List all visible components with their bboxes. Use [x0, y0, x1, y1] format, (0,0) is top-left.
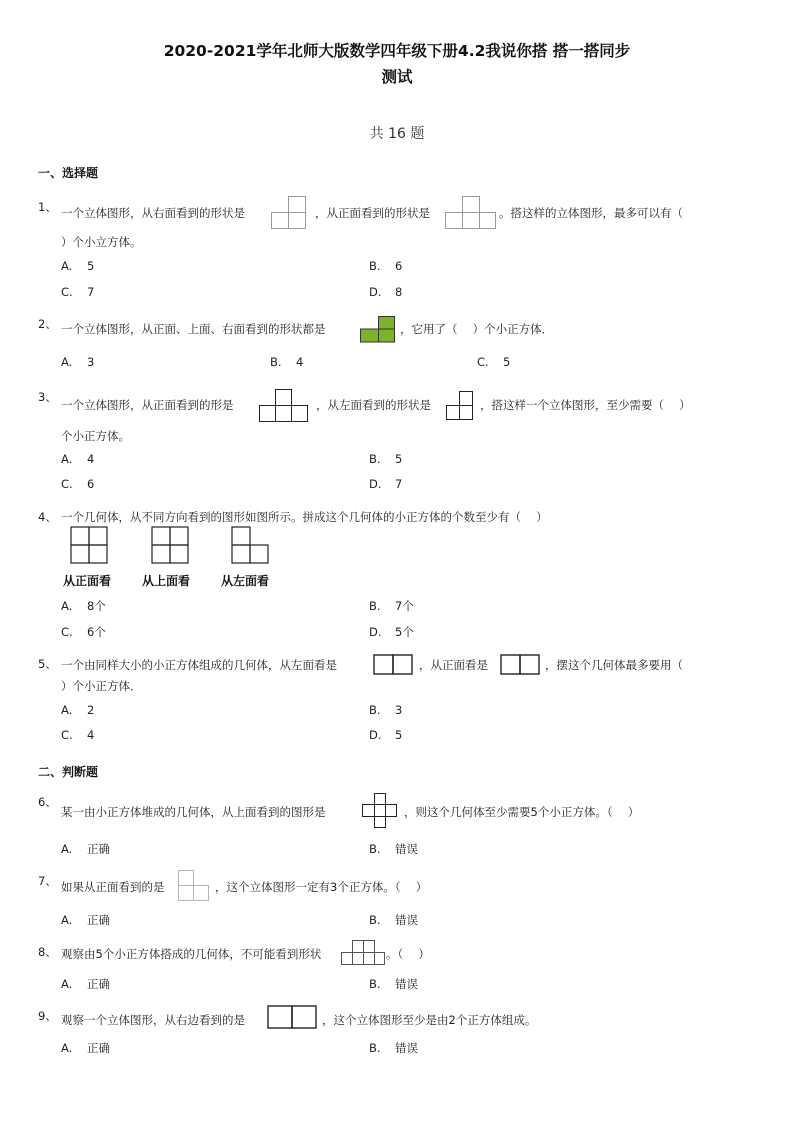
- option-letter: C.: [61, 285, 73, 299]
- q4-caption-left: 从左面看: [221, 574, 270, 588]
- q8-text-a: 观察由5个小正方体搭成的几何体，不可能看到形状: [61, 947, 322, 961]
- section-judge: 二、判断题: [38, 765, 99, 779]
- option-letter: A.: [61, 703, 73, 717]
- q9-figure-right: [267, 1005, 317, 1029]
- option-value: 7: [395, 477, 403, 491]
- q9-number: 9、: [38, 1009, 57, 1023]
- q4-caption-top: 从上面看: [142, 574, 191, 588]
- option-value: 4: [296, 355, 304, 369]
- q4-option-a[interactable]: [61, 598, 106, 614]
- q6-option-a[interactable]: [61, 841, 110, 857]
- q9-text-b: ，这个立体图形至少是由2个正方体组成。: [322, 1013, 537, 1027]
- q3-figure-left: [446, 391, 474, 421]
- q6-text-b: ，则这个几何体至少需要5个小正方体。（ ）: [404, 805, 640, 819]
- q5-option-c[interactable]: [61, 728, 94, 742]
- option-value: 7: [87, 285, 95, 299]
- q8-text-b: 。（ ）: [386, 947, 430, 961]
- q4-figure-top: [151, 526, 189, 564]
- q4-option-b[interactable]: [369, 598, 414, 614]
- q3-text-a: 一个立体图形，从正面看到的形是: [61, 398, 234, 412]
- q5-number: 5、: [38, 657, 57, 671]
- option-value: 4: [87, 452, 95, 466]
- q6-figure-top: [362, 793, 398, 829]
- q3-option-a[interactable]: [61, 452, 94, 466]
- q4-option-c[interactable]: [61, 624, 106, 640]
- option-letter: A.: [61, 259, 73, 273]
- q2-option-c[interactable]: [477, 355, 510, 369]
- option-value: 5: [395, 728, 403, 742]
- q8-option-a[interactable]: [61, 976, 110, 992]
- q1-text-c: 。搭这样的立体图形，最多可以有（: [499, 206, 683, 220]
- q3-option-c[interactable]: [61, 477, 94, 491]
- option-letter: A.: [61, 842, 73, 856]
- option-value: 错误: [395, 842, 418, 856]
- option-letter: D.: [369, 625, 382, 639]
- q1-text-b: ，从正面看到的形状是: [315, 206, 430, 220]
- option-letter: D.: [369, 285, 382, 299]
- option-value: 7个: [395, 599, 414, 613]
- option-value: 5个: [395, 625, 414, 639]
- q7-figure-front: [178, 870, 210, 902]
- q6-text-a: 某一由小正方体堆成的几何体，从上面看到的图形是: [61, 805, 326, 819]
- q1-number: 1、: [38, 200, 57, 214]
- q3-number: 3、: [38, 390, 57, 404]
- q2-text-b: ，它用了（ ）个小正方体．: [400, 322, 554, 336]
- q7-text-a: 如果从正面看到的是: [61, 880, 165, 894]
- q1-figure-front: [445, 196, 497, 230]
- q6-number: 6、: [38, 795, 57, 809]
- q5-text-b: ，从正面看是: [419, 658, 488, 672]
- q5-text-c: ，摆这个几何体最多要用（: [545, 658, 683, 672]
- q9-text-a: 观察一个立体图形，从右边看到的是: [61, 1013, 245, 1027]
- q2-option-b[interactable]: [270, 355, 303, 369]
- option-letter: C.: [477, 355, 489, 369]
- q1-text-a: 一个立体图形，从右面看到的形状是: [61, 206, 245, 220]
- q4-option-d[interactable]: [369, 624, 414, 640]
- q3-text-c: ，搭这样一个立体图形，至少需要（ ）: [480, 398, 691, 412]
- option-letter: D.: [369, 728, 382, 742]
- q5-text-a: 一个由同样大小的小正方体组成的几何体，从左面看是: [61, 658, 337, 672]
- q7-option-a[interactable]: [61, 912, 110, 928]
- q1-figure-right: [271, 196, 307, 230]
- q2-figure-green: [360, 316, 396, 343]
- option-value: 5: [87, 259, 95, 273]
- q5-figure-left: [373, 654, 413, 676]
- section-choice: 一、选择题: [38, 166, 99, 180]
- option-letter: C.: [61, 625, 73, 639]
- q6-option-b[interactable]: [369, 841, 418, 857]
- option-value: 4: [87, 728, 95, 742]
- option-value: 6: [395, 259, 403, 273]
- option-letter: B.: [369, 452, 381, 466]
- q5-figure-front: [500, 654, 540, 676]
- option-letter: B.: [369, 703, 381, 717]
- option-value: 8个: [87, 599, 106, 613]
- q5-option-d[interactable]: [369, 728, 402, 742]
- option-letter: B.: [369, 259, 381, 273]
- option-value: 3: [87, 355, 95, 369]
- option-letter: A.: [61, 1041, 73, 1055]
- option-letter: B.: [369, 977, 381, 991]
- q4-caption-front: 从正面看: [63, 574, 112, 588]
- option-value: 错误: [395, 977, 418, 991]
- q3-text-b: ，从左面看到的形状是: [316, 398, 431, 412]
- option-letter: B.: [369, 599, 381, 613]
- q8-option-b[interactable]: [369, 976, 418, 992]
- q1-option-c[interactable]: [61, 285, 94, 299]
- option-letter: A.: [61, 355, 73, 369]
- option-value: 正确: [87, 1041, 110, 1055]
- option-value: 5: [503, 355, 511, 369]
- option-value: 3: [395, 703, 403, 717]
- option-letter: A.: [61, 913, 73, 927]
- q2-number: 2、: [38, 317, 57, 331]
- option-value: 错误: [395, 1041, 418, 1055]
- option-value: 6个: [87, 625, 106, 639]
- option-value: 6: [87, 477, 95, 491]
- q3-figure-front: [259, 389, 309, 423]
- option-value: 正确: [87, 977, 110, 991]
- doc-title-line1: 2020-2021学年北师大版数学四年级下册4.2我说你搭 搭一搭同步: [163, 42, 631, 60]
- q5-option-a[interactable]: [61, 703, 94, 717]
- doc-title-line2: 测试: [381, 68, 413, 86]
- q1-option-b[interactable]: [369, 259, 402, 273]
- option-value: 2: [87, 703, 95, 717]
- q1-text-line2: ）个小立方体。: [61, 235, 142, 249]
- q4-text-a: 一个几何体，从不同方向看到的图形如图所示。拼成这个几何体的小正方体的个数至少有（ ）: [61, 510, 548, 524]
- q8-number: 8、: [38, 945, 57, 959]
- q8-figure-shape: [340, 940, 386, 966]
- q5-text-line2: ）个小正方体．: [61, 679, 142, 693]
- option-value: 8: [395, 285, 403, 299]
- option-letter: A.: [61, 452, 73, 466]
- q3-text-line2: 个小正方体。: [61, 429, 130, 443]
- option-letter: A.: [61, 599, 73, 613]
- option-letter: A.: [61, 977, 73, 991]
- q2-option-a[interactable]: [61, 355, 94, 369]
- q2-text-a: 一个立体图形，从正面、上面、右面看到的形状都是: [61, 322, 326, 336]
- q9-option-a[interactable]: [61, 1040, 110, 1056]
- option-value: 错误: [395, 913, 418, 927]
- option-letter: B.: [369, 1041, 381, 1055]
- q7-text-b: ，这个立体图形一定有3个正方体。（ ）: [215, 880, 428, 894]
- option-letter: B.: [369, 913, 381, 927]
- q4-figure-left: [231, 526, 269, 564]
- q3-option-b[interactable]: [369, 452, 402, 466]
- option-value: 正确: [87, 842, 110, 856]
- q3-option-d[interactable]: [369, 477, 402, 491]
- question-count: 共 16 题: [369, 126, 425, 142]
- q7-number: 7、: [38, 874, 57, 888]
- q1-option-d[interactable]: [369, 285, 402, 299]
- option-value: 正确: [87, 913, 110, 927]
- q9-option-b[interactable]: [369, 1040, 418, 1056]
- q7-option-b[interactable]: [369, 912, 418, 928]
- q4-number: 4、: [38, 510, 57, 524]
- q4-figure-front: [70, 526, 108, 564]
- q5-option-b[interactable]: [369, 703, 402, 717]
- option-letter: B.: [369, 842, 381, 856]
- q1-option-a[interactable]: [61, 259, 94, 273]
- option-value: 5: [395, 452, 403, 466]
- option-letter: D.: [369, 477, 382, 491]
- option-letter: C.: [61, 477, 73, 491]
- option-letter: B.: [270, 355, 282, 369]
- option-letter: C.: [61, 728, 73, 742]
